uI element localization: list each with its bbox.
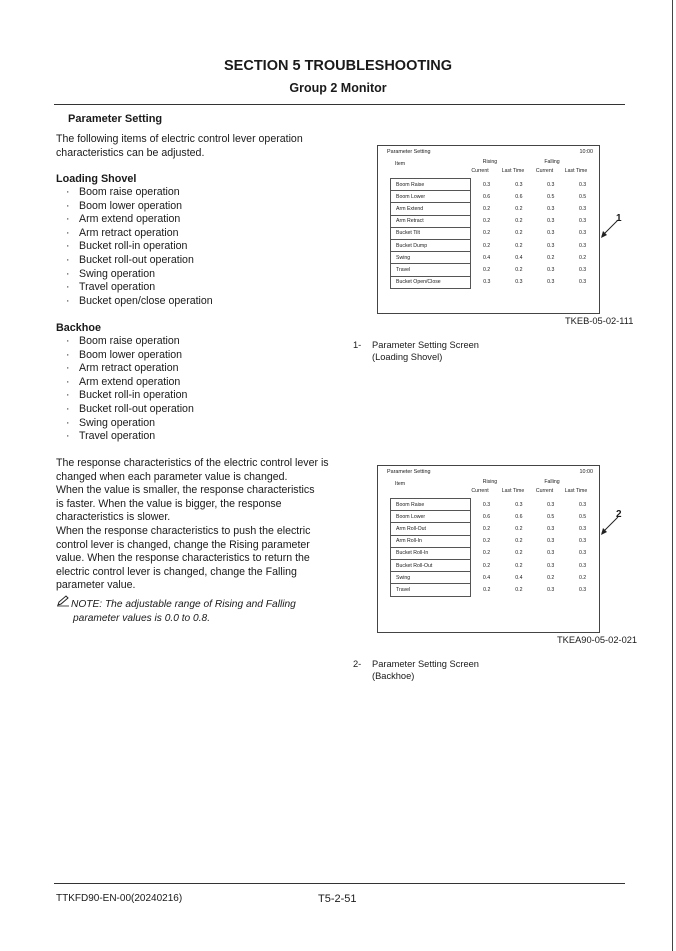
loading-shovel-heading: Loading Shovel	[56, 173, 137, 185]
list-item: · Arm extend operation	[66, 376, 194, 390]
table-row: Bucket Tilt 0.2 0.2 0.3 0.3	[391, 227, 599, 239]
table-row: Boom Lower 0.6 0.6 0.5 0.5	[391, 511, 599, 523]
footer-divider	[54, 883, 625, 884]
parameter-table	[390, 178, 599, 289]
list-item: · Bucket roll-out operation	[66, 254, 213, 268]
list-item: · Arm extend operation	[66, 213, 213, 227]
table-row: Arm Retract 0.2 0.2 0.3 0.3	[391, 215, 599, 227]
table-row: Travel 0.2 0.2 0.3 0.3	[391, 584, 599, 596]
list-item: · Arm retract operation	[66, 227, 213, 241]
table-row: Bucket Roll-Out 0.2 0.2 0.3 0.3	[391, 559, 599, 571]
list-item: · Boom lower operation	[66, 200, 213, 214]
note: NOTE: The adjustable range of Rising and Falling parameter values is 0.0 to 0.8.	[56, 595, 296, 625]
table-row: Bucket Roll-In 0.2 0.2 0.3 0.3	[391, 547, 599, 559]
figure-caption: 2- Parameter Setting Screen (Backhoe)	[353, 659, 479, 681]
table-row: Arm Roll-Out 0.2 0.2 0.3 0.3	[391, 523, 599, 535]
table-row: Arm Roll-In 0.2 0.2 0.3 0.3	[391, 535, 599, 547]
callout-2: 2	[616, 509, 622, 520]
section-title: SECTION 5 TROUBLESHOOTING	[224, 58, 452, 74]
group-title: Group 2 Monitor	[289, 81, 387, 95]
table-row: Swing 0.4 0.4 0.2 0.2	[391, 572, 599, 584]
table-row: Travel 0.2 0.2 0.3 0.3	[391, 264, 599, 276]
table-row: Arm Extend 0.2 0.2 0.3 0.3	[391, 203, 599, 215]
response-text: The response characteristics of the electric control lever is changed when each parameter value is changed. When the value is smaller, the response characteristics is faster. When the value is bigger, the response characteristics is slower. When the response characteristics to push the electric control lever is changed, change the Rising parameter value. When the response characteristics to return the electric control lever is changed, change the Falling parameter value.	[56, 457, 329, 592]
list-item: · Boom raise operation	[66, 335, 194, 349]
list-item: · Bucket roll-in operation	[66, 240, 213, 254]
callout-1: 1	[616, 213, 622, 224]
parameter-setting-screen-loading-shovel: Parameter Setting 10:00 Item Rising Falling Current Last Time Current Last Time Boom Raise 0.3 0.3 0.3 0.3 Boom Lower 0.6 0.6 0.5 0.5 Arm Extend 0.2 0.2 0.3 0.3 Arm Retract 0.2 0.2 0.3 0.3 Bucket Tilt 0.2 0.2 0.3 0.3 Bucket Dump 0.2 0.2 0.3 0.3 Swing 0.4 0.4 0.2 0.2 Travel 0.2 0.2 0.3 0.3 Bucket Open/Close 0.3 0.3 0.3 0.3	[377, 145, 600, 314]
table-row: Bucket Open/Close 0.3 0.3 0.3 0.3	[391, 276, 599, 288]
list-item: · Arm retract operation	[66, 362, 194, 376]
table-row: Swing 0.4 0.4 0.2 0.2	[391, 252, 599, 264]
list-item: · Swing operation	[66, 268, 213, 282]
list-item: · Swing operation	[66, 417, 194, 431]
backhoe-heading: Backhoe	[56, 322, 102, 334]
table-row: Boom Raise 0.3 0.3 0.3 0.3	[391, 499, 599, 511]
parameter-table	[390, 498, 599, 597]
table-row: Bucket Dump 0.2 0.2 0.3 0.3	[391, 239, 599, 251]
intro-text: The following items of electric control lever operation characteristics can be adjusted.	[56, 133, 303, 159]
parameter-setting-heading: Parameter Setting	[68, 113, 163, 125]
table-row: Boom Raise 0.3 0.3 0.3 0.3	[391, 179, 599, 191]
pencil-icon	[56, 595, 71, 612]
loading-shovel-list	[66, 186, 213, 308]
backhoe-list	[66, 335, 194, 444]
list-item: · Bucket roll-out operation	[66, 403, 194, 417]
page-number: T5-2-51	[318, 893, 357, 905]
list-item: · Travel operation	[66, 430, 194, 444]
list-item: · Boom raise operation	[66, 186, 213, 200]
figure-caption: 1- Parameter Setting Screen (Loading Shovel)	[353, 340, 479, 362]
table-row: Boom Lower 0.6 0.6 0.5 0.5	[391, 191, 599, 203]
figure-id: TKEA90-05-02-021	[557, 635, 638, 645]
list-item: · Travel operation	[66, 281, 213, 295]
list-item: · Bucket open/close operation	[66, 295, 213, 309]
header-divider	[54, 104, 625, 105]
list-item: · Boom lower operation	[66, 349, 194, 363]
figure-id: TKEB-05-02-111	[565, 316, 634, 326]
document-code: TTKFD90-EN-00(20240216)	[56, 893, 183, 904]
parameter-setting-screen-backhoe: Parameter Setting 10:00 Item Rising Falling Current Last Time Current Last Time Boom Raise 0.3 0.3 0.3 0.3 Boom Lower 0.6 0.6 0.5 0.5 Arm Roll-Out 0.2 0.2 0.3 0.3 Arm Roll-In 0.2 0.2 0.3 0.3 Bucket Roll-In 0.2 0.2 0.3 0.3 Bucket Roll-Out 0.2 0.2 0.3 0.3 Swing 0.4 0.4 0.2 0.2 Travel 0.2 0.2 0.3 0.3	[377, 465, 600, 633]
list-item: · Bucket roll-in operation	[66, 389, 194, 403]
